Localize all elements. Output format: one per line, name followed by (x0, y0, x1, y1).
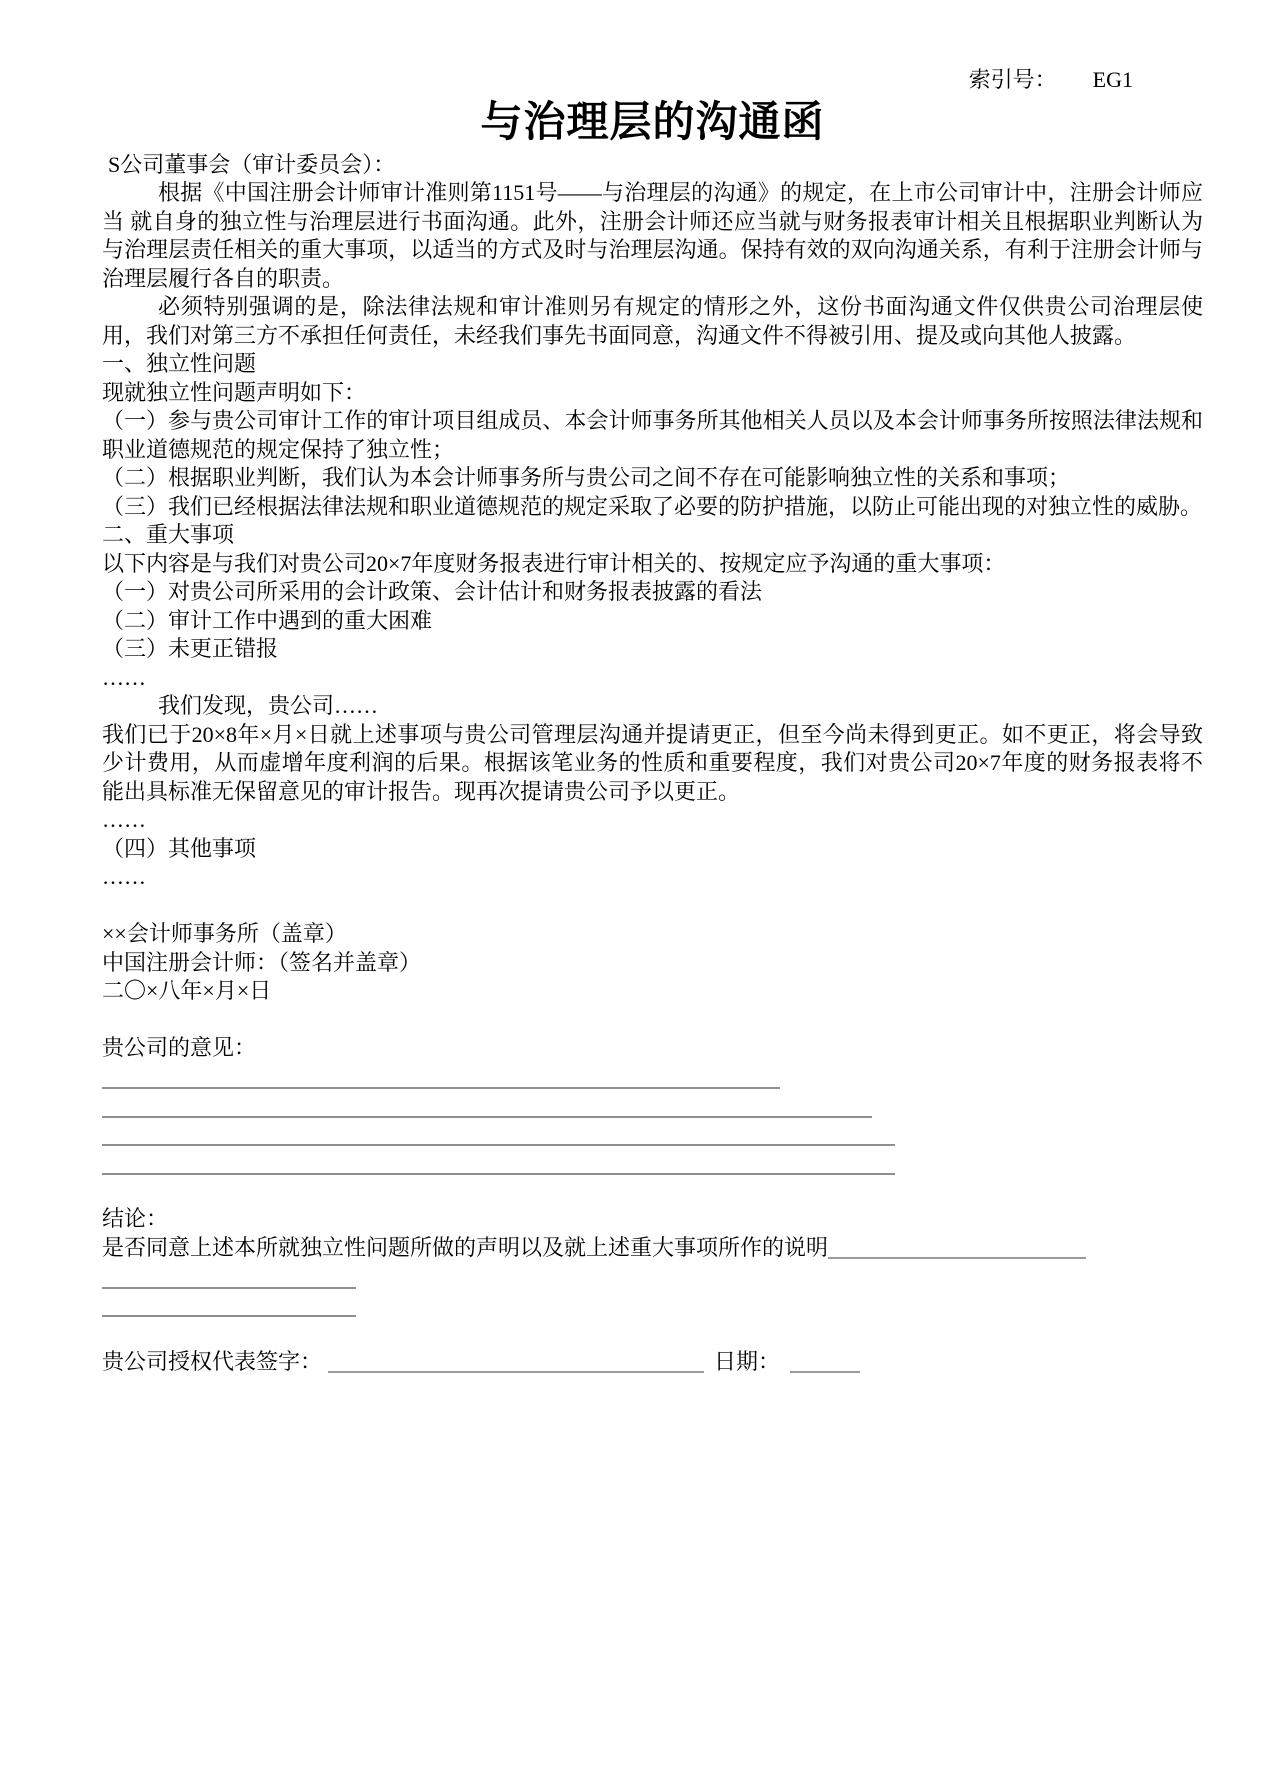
section1-item-1: （一）参与贵公司审计工作的审计项目组成员、本会计师事务所其他相关人员以及本会计师事务所按照法律法规和职业道德规范的规定保持了独立性； (102, 408, 1203, 462)
blank-rule (102, 1315, 356, 1317)
blank-rule (102, 1287, 356, 1289)
spacer (102, 892, 1203, 921)
cpa-signature-line: 中国注册会计师：（签名并盖章） (102, 949, 422, 975)
opinion-label: 贵公司的意见： (102, 1035, 257, 1060)
opinion-write-line-4 (102, 1148, 1203, 1177)
conclusion-write-line-1 (102, 1262, 1203, 1291)
signature-label: 贵公司授权代表签字： (102, 1348, 323, 1374)
paragraph-confidentiality: 必须特别强调的是，除法律法规和审计准则另有规定的情形之外，这份书面沟通文件仅供贵公司治理层使用，我们对第三方不承担任何责任，未经我们事先书面同意，沟通文件不得被引用、提及或向其他人披露。 (102, 294, 1203, 348)
opinion-write-line-2 (102, 1091, 1203, 1120)
signature-row (102, 1348, 1203, 1377)
spacer (102, 1006, 1203, 1035)
section2-item-1: （一）对贵公司所采用的会计政策、会计估计和财务报表披露的看法 (102, 579, 763, 604)
section1-intro: 现就独立性问题声明如下： (102, 379, 367, 405)
spacer (102, 1319, 1203, 1348)
salutation: S公司董事会（审计委员会）： (108, 151, 396, 177)
firm-seal-line: ××会计师事务所（盖章） (102, 921, 347, 946)
conclusion-statement (102, 1234, 1203, 1263)
blank-rule (102, 1087, 780, 1089)
section2-intro: 以下内容是与我们对贵公司20×7年度财务报表进行审计相关的、按规定应予沟通的重大事项： (102, 550, 1006, 576)
blank-rule (102, 1173, 895, 1175)
section1-heading: 一、独立性问题 (102, 351, 257, 376)
blank-rule (102, 1116, 872, 1118)
ellipsis-3: …… (102, 864, 146, 889)
section1-item-2: （二）根据职业判断，我们认为本会计师事务所与贵公司之间不存在可能影响独立性的关系和事项； (102, 465, 1071, 490)
page-title: 与治理层的沟通函 (480, 99, 825, 146)
index-label: 索引号： (968, 67, 1057, 92)
spacer (102, 1177, 1203, 1206)
other-matters-item: （四）其他事项 (102, 835, 257, 861)
finding-detail: 我们已于20×8年×月×日就上述事项与贵公司管理层沟通并提请更正，但至今尚未得到更正。如不更正，将会导致少计费用，从而虚增年度利润的后果。根据该笔业务的性质和重要程度，我们对贵公司20×7年度的财务报表将不能出具标准无保留意见的审计报告。现再次提请贵公司予以更正。 (102, 721, 1203, 804)
paragraph-basis: 根据《中国注册会计师审计准则第1151号——与治理层的沟通》的规定，在上市公司审计中，注册会计师应当 就自身的独立性与治理层进行书面沟通。此外，注册会计师还应当就与财务报表审计相关且根据职业判断认为与治理层责任相关的重大事项，以适当的方式及时与治理层沟通。保持有效的双向沟通关系，有利于注册会计师与治理层履行各自的职责。 (102, 180, 1203, 291)
section2-item-3: （三）未更正错报 (102, 636, 279, 661)
date-fill-line (790, 1365, 860, 1373)
conclusion-fill-line (828, 1251, 1086, 1259)
section1-item-3: （三）我们已经根据法律法规和职业道德规范的规定采取了必要的防护措施，以防止可能出现的对独立性的威胁。 (102, 493, 1203, 519)
date-label: 日期： (714, 1348, 781, 1374)
opinion-write-line-1 (102, 1063, 1203, 1092)
signature-fill-line (328, 1365, 704, 1373)
section2-heading: 二、重大事项 (102, 522, 235, 547)
ellipsis-1: …… (102, 664, 146, 690)
ellipsis-2: …… (102, 807, 146, 832)
blank-rule (102, 1144, 895, 1146)
section2-item-2: （二）审计工作中遇到的重大困难 (102, 607, 433, 633)
letter-date-line: 二〇×八年×月×日 (102, 978, 272, 1003)
index-row (102, 66, 1203, 95)
conclusion-write-line-2 (102, 1291, 1203, 1320)
conclusion-text: 是否同意上述本所就独立性问题所做的声明以及就上述重大事项所作的说明 (102, 1234, 829, 1260)
index-value: EG1 (1092, 67, 1133, 92)
finding-intro: 我们发现，贵公司…… (158, 693, 379, 718)
conclusion-label: 结论： (102, 1206, 169, 1231)
opinion-write-line-3 (102, 1120, 1203, 1149)
